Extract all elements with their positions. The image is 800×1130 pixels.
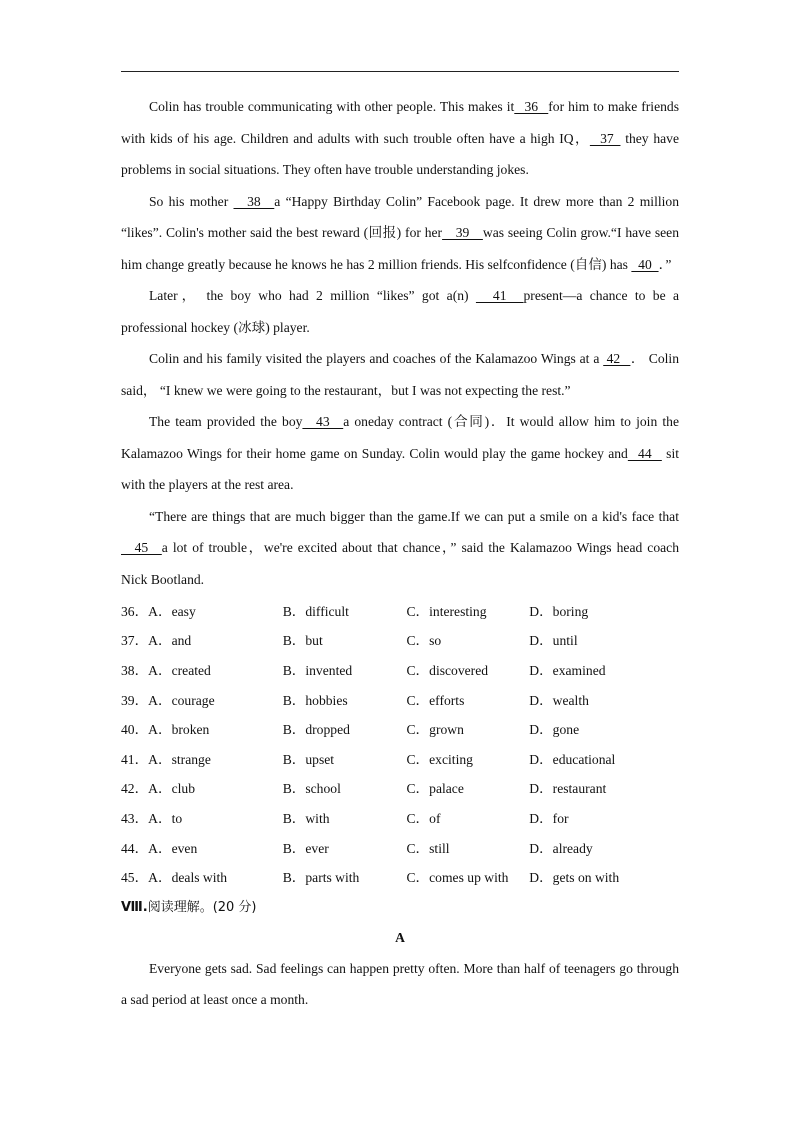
text: a “Happy Birthday Colin” Facebook page. It drew more than 2 million “likes”. Colin's mother said the best reward (回报) for her [121,193,679,240]
text: “There are things that are much bigger than the game.If we can put a smile on a kid's face that [149,508,679,524]
option-d: D．gone [529,722,580,738]
blank-41: 41 [475,288,524,303]
option-d: D．for [529,810,569,826]
option-a: 42．A．club [121,781,196,797]
option-row-38 [121,654,679,684]
blank-43: 43 [302,414,344,429]
option-c: C．grown [406,722,464,738]
passage-paragraph-1 [121,91,679,186]
option-row-37 [121,625,679,655]
blank-37: 37 [589,130,621,146]
text: sit with the players at the rest area. [121,445,679,492]
text: Colin has trouble communicating with other people. This makes it [149,99,515,114]
passage-paragraph-2 [121,186,679,281]
passage-paragraph-6 [121,501,679,596]
text: present—a chance to be a professional hockey (冰球) player. [121,288,679,335]
option-c: C．of [406,810,441,826]
part-a-paragraph-1: Everyone gets sad. Sad feelings can happen pretty often. More than half of teenagers go through a sad period at least once a month. [121,960,679,1008]
blank-44: 44 [627,445,662,461]
blank-36: 36 [514,99,549,114]
option-b: B．ever [282,840,329,856]
option-b: B．difficult [282,603,349,619]
blank-40: 40 [631,256,659,272]
option-a: 45．A．deals with [121,870,228,886]
option-a: 38．A．created [121,662,211,678]
option-c: C．still [406,840,450,856]
option-a: 36．A．easy [121,603,196,619]
section-title: 阅读理解。(20 分) [147,899,257,915]
option-row-39 [121,684,679,714]
option-b: B．upset [282,751,335,767]
option-c: C．so [406,633,442,649]
option-a: 40．A．broken [121,722,210,738]
option-a: 43．A．to [121,810,183,826]
option-d: D．boring [529,603,589,619]
option-a: 41．A．strange [121,751,211,767]
part-heading: A [395,929,405,945]
option-row-45 [121,861,679,891]
document-content [121,91,679,1016]
answer-options [121,595,679,891]
blank-39: 39 [442,225,483,240]
blank-38: 38 [233,193,275,209]
option-b: B．parts with [282,870,360,886]
option-c: C．comes up with [406,870,509,886]
section-numeral: Ⅷ. [121,899,148,915]
option-c: C．interesting [406,603,487,619]
text: ．” [658,256,672,272]
text: they have problems in social situations. They often have trouble understanding jokes. [121,130,679,177]
option-b: B．hobbies [282,692,348,708]
text: a oneday contract (合同)．It would allow him to join the Kalamazoo Wings for their home game on Sunday. Colin would play the game hockey and [121,414,679,461]
text: The team provided the boy [149,414,303,429]
option-b: B．with [282,810,330,826]
option-d: D．examined [529,662,606,678]
option-row-36 [121,595,679,625]
passage-paragraph-5 [121,406,679,501]
section-heading [121,893,679,923]
option-a: 37．A．and [121,633,192,649]
text: was seeing Colin grow.“I have seen him change greatly because he knows he has 2 million friends. His selfconfidence (自信) has [121,225,679,272]
text: ． Colin said， “I knew we were going to the restaurant，but I was not expecting the rest.” [121,351,679,398]
option-c: C．exciting [406,751,473,767]
option-row-40 [121,713,679,743]
text: Later， the boy who had 2 million “likes” got a(n) [149,288,476,303]
option-row-44 [121,832,679,862]
option-b: B．but [282,633,323,649]
blank-45: 45 [121,540,162,555]
option-b: B．school [282,781,341,797]
option-c: C．discovered [406,662,489,678]
option-d: D．gets on with [529,870,620,886]
text: Colin and his family visited the players and coaches of the Kalamazoo Wings at a [149,351,604,366]
option-a: 44．A．even [121,840,198,856]
passage-paragraph-3 [121,280,679,343]
blank-42: 42 [603,351,631,366]
option-d: D．educational [529,751,616,767]
text: So his mother [149,193,234,209]
option-d: D．until [529,633,578,649]
option-c: C．efforts [406,692,465,708]
option-row-41 [121,743,679,773]
header-rule [121,71,679,72]
text: for him to make friends with kids of his age. Children and adults with such trouble often have a high IQ， [121,99,679,146]
option-row-43 [121,802,679,832]
option-c: C．palace [406,781,464,797]
option-d: D．already [529,840,593,856]
option-b: B．invented [282,662,353,678]
text: a lot of trouble，we're excited about that chance，” said the Kalamazoo Wings head coach Nick Bootland. [121,540,679,587]
option-d: D．restaurant [529,781,607,797]
option-row-42 [121,773,679,803]
option-d: D．wealth [529,692,589,708]
option-a: 39．A．courage [121,692,215,708]
passage-paragraph-4 [121,343,679,406]
option-b: B．dropped [282,722,350,738]
